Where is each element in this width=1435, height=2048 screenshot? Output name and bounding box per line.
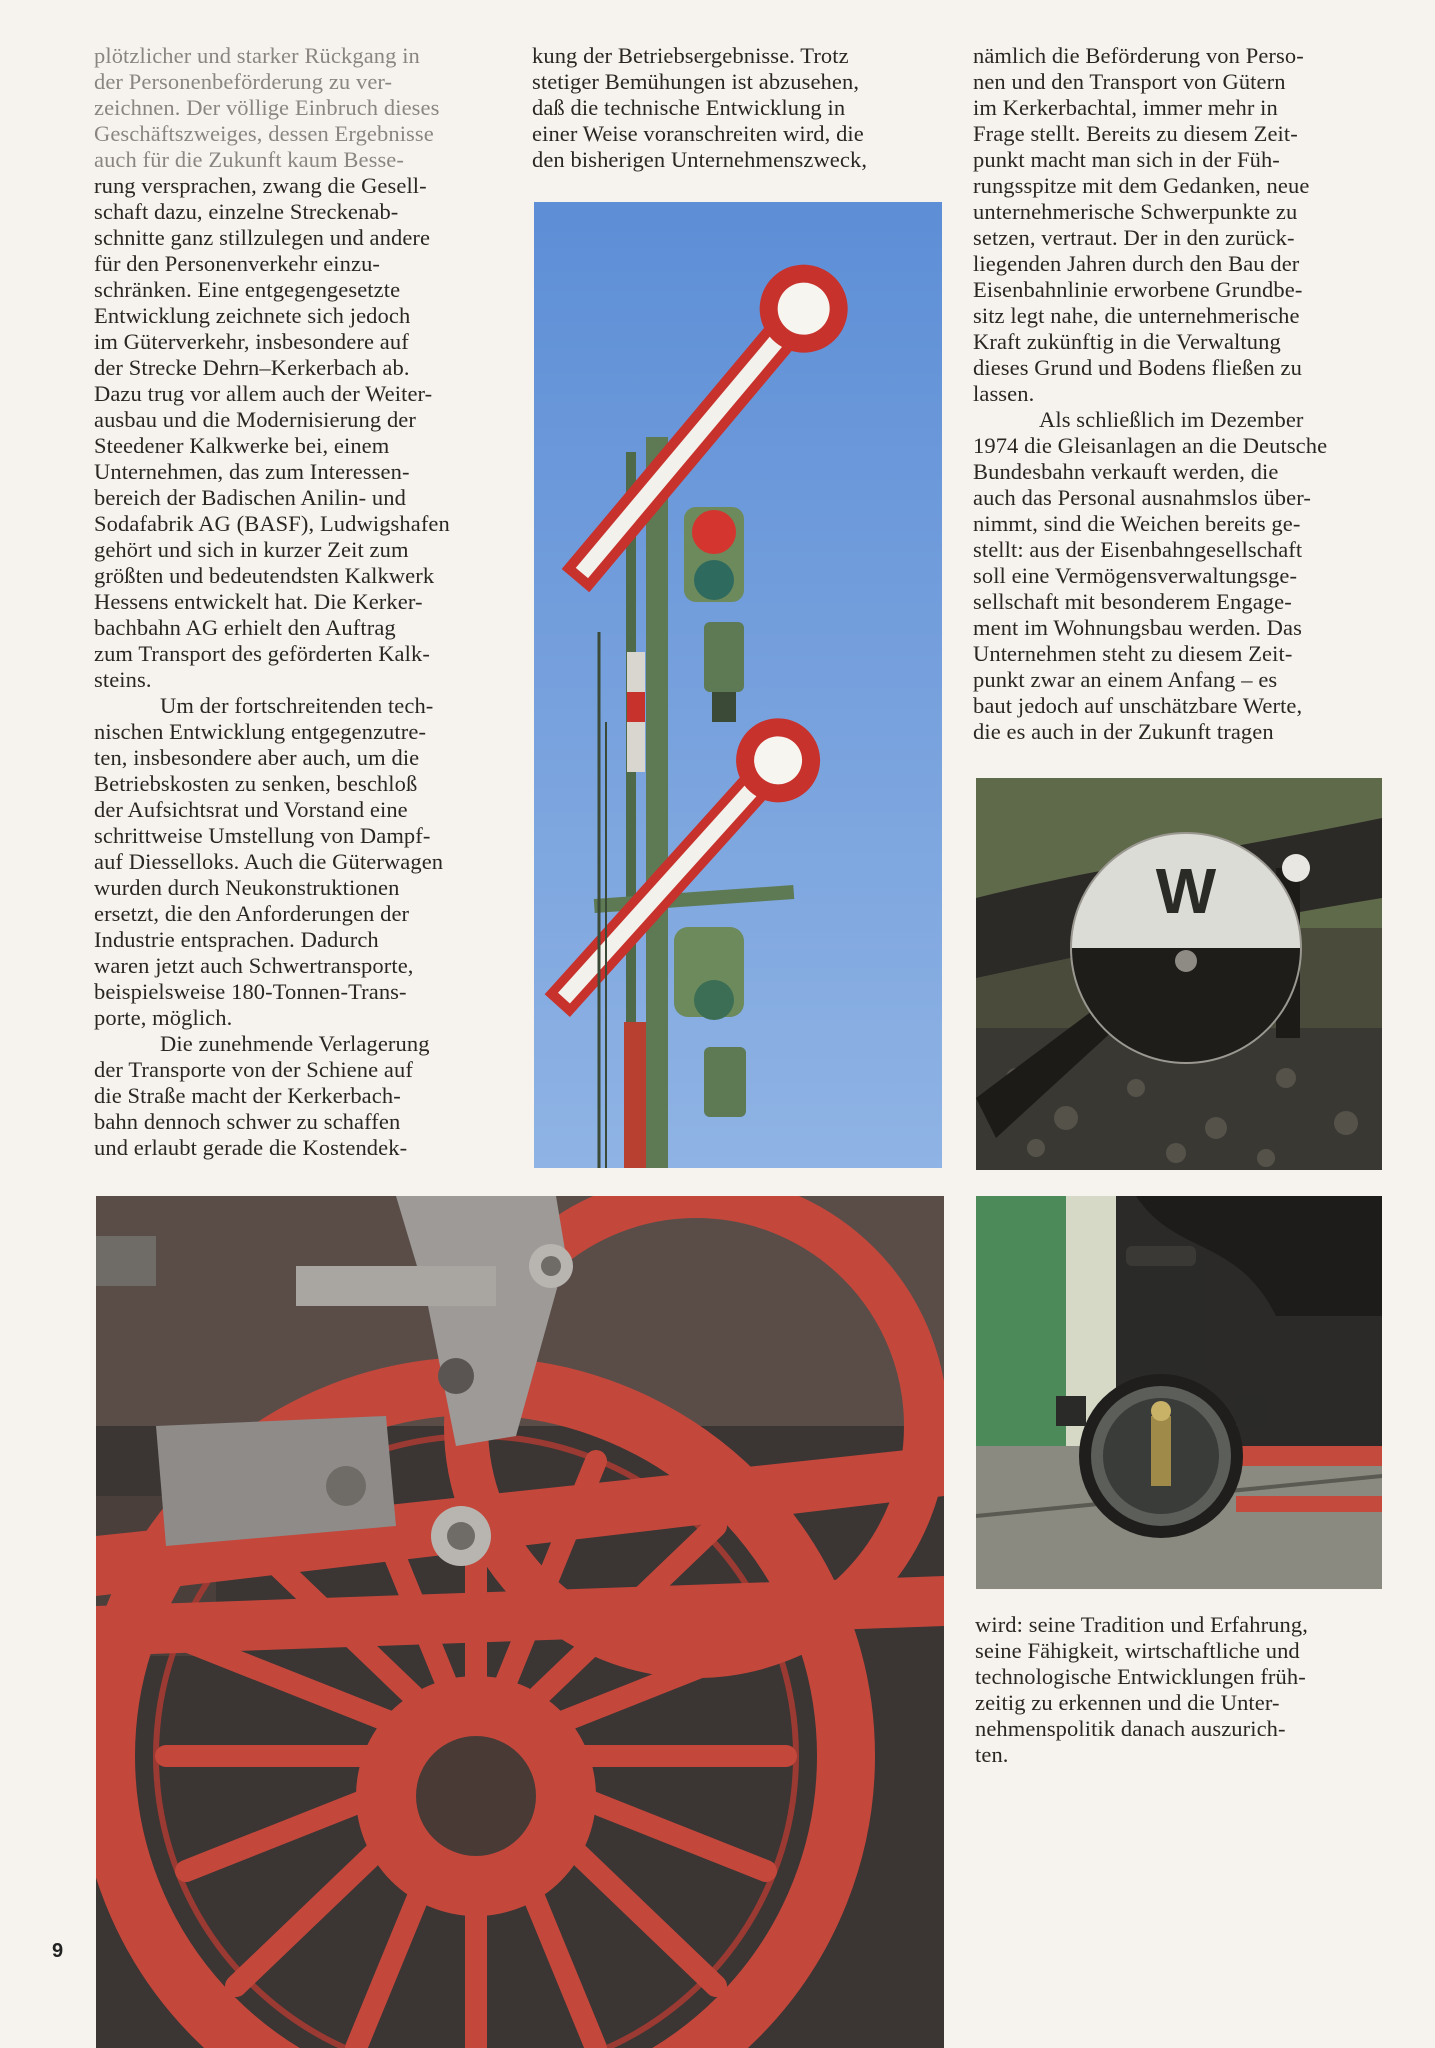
text-line: zeichnen. Der völlige Einbruch dieses — [94, 95, 440, 120]
text-line: schränken. Eine entgegengesetzte — [94, 277, 401, 302]
text-line: Sodafabrik AG (BASF), Ludwigshafen — [94, 511, 450, 536]
text-line: auf Diesselloks. Auch die Güterwagen — [94, 849, 444, 874]
text-line: Steedener Kalkwerke bei, einem — [94, 433, 390, 458]
text-line: schrittweise Umstellung von Dampf- — [94, 823, 431, 848]
text-line: den bisherigen Unternehmenszweck, — [532, 147, 868, 172]
text-line: ten, insbesondere aber auch, um die — [94, 745, 420, 770]
text-line: bereich der Badischen Anilin- und — [94, 485, 406, 510]
text-line: Als schließlich im Dezember — [1039, 407, 1304, 432]
text-line: für den Personenverkehr einzu- — [94, 251, 381, 276]
text-column-right — [973, 43, 1327, 745]
text-line: ten. — [975, 1742, 1009, 1767]
text-line: ment im Wohnungsbau werden. Das — [973, 615, 1302, 640]
text-line: daß die technische Entwicklung in — [532, 95, 846, 120]
text-line: die es auch in der Zukunft tragen — [973, 719, 1274, 744]
text-line: technologische Entwicklungen früh- — [975, 1664, 1306, 1689]
text-line: baut jedoch auf unschätzbare Werte, — [973, 693, 1303, 718]
text-line: punkt zwar an einem Anfang – es — [973, 667, 1278, 692]
text-line: Betriebskosten zu senken, beschloß — [94, 771, 418, 796]
text-line: Kraft zukünftig in die Verwaltung — [973, 329, 1281, 354]
text-line: rungsspitze mit dem Gedanken, neue — [973, 173, 1310, 198]
text-line: stellt: aus der Eisenbahngesellschaft — [973, 537, 1303, 562]
text-line: wird: seine Tradition und Erfahrung, — [975, 1612, 1308, 1637]
text-line: und erlaubt gerade die Kostendek- — [94, 1135, 408, 1160]
text-line: Dazu trug vor allem auch der Weiter- — [94, 381, 433, 406]
text-line: Unternehmen, das zum Interessen- — [94, 459, 410, 484]
page-number: 9 — [52, 1940, 64, 1962]
switch-sign-letter: W — [1155, 855, 1217, 927]
text-line: der Personenbeförderung zu ver- — [94, 69, 393, 94]
text-line: rung versprachen, zwang die Gesell- — [94, 173, 427, 198]
text-line: bahn dennoch schwer zu schaffen — [94, 1109, 401, 1134]
semaphore-signal-photo — [534, 202, 942, 1168]
text-line: Unternehmen steht zu diesem Zeit- — [973, 641, 1293, 666]
text-line: steins. — [94, 667, 152, 692]
text-line: größten und bedeutendsten Kalkwerk — [94, 563, 435, 588]
text-line: waren jetzt auch Schwertransporte, — [94, 953, 414, 978]
text-line: Die zunehmende Verlagerung — [160, 1031, 430, 1056]
text-line: plötzlicher und starker Rückgang in — [94, 43, 420, 68]
text-line: stetiger Bemühungen ist abzusehen, — [532, 69, 860, 94]
text-line: auch das Personal ausnahmslos über- — [973, 485, 1311, 510]
text-line: der Strecke Dehrn–Kerkerbach ab. — [94, 355, 410, 380]
text-line: zum Transport des geförderten Kalk- — [94, 641, 430, 666]
text-line: punkt macht man sich in der Füh- — [973, 147, 1280, 172]
locomotive-wheel-photo — [96, 1196, 944, 2048]
text-line: bachbahn AG erhielt den Auftrag — [94, 615, 396, 640]
text-line: Geschäftszweiges, dessen Ergebnisse — [94, 121, 434, 146]
text-line: kung der Betriebsergebnisse. Trotz — [532, 43, 849, 68]
text-line: zeitig zu erkennen und die Unter- — [975, 1690, 1280, 1715]
text-line: schaft dazu, einzelne Streckenab- — [94, 199, 399, 224]
text-line: Eisenbahnlinie erworbene Grundbe- — [973, 277, 1303, 302]
text-line: Industrie entsprachen. Dadurch — [94, 927, 379, 952]
locomotive-lamp-photo — [976, 1196, 1382, 1589]
text-line: einer Weise voranschreiten wird, die — [532, 121, 864, 146]
text-line: dieses Grund und Bodens fließen zu — [973, 355, 1302, 380]
text-line: porte, möglich. — [94, 1005, 233, 1030]
text-line: der Transporte von der Schiene auf — [94, 1057, 413, 1082]
text-line: die Straße macht der Kerkerbach- — [94, 1083, 401, 1108]
text-line: Entwicklung zeichnete sich jedoch — [94, 303, 411, 328]
text-line: sitz legt nahe, die unternehmerische — [973, 303, 1300, 328]
text-line: liegenden Jahren durch den Bau der — [973, 251, 1300, 276]
text-line: gehört und sich in kurzer Zeit zum — [94, 537, 409, 562]
text-line: Hessens entwickelt hat. Die Kerker- — [94, 589, 423, 614]
text-line: nischen Entwicklung entgegenzutre- — [94, 719, 427, 744]
text-line: im Güterverkehr, insbesondere auf — [94, 329, 409, 354]
text-line: seine Fähigkeit, wirtschaftliche und — [975, 1638, 1300, 1663]
text-column-left — [94, 43, 450, 1161]
text-line: sellschaft mit besonderem Engage- — [973, 589, 1292, 614]
text-line: beispielsweise 180-Tonnen-Trans- — [94, 979, 407, 1004]
text-line: setzen, vertraut. Der in den zurück- — [973, 225, 1295, 250]
text-column-right-lower — [975, 1612, 1308, 1768]
text-line: auch für die Zukunft kaum Besse- — [94, 147, 404, 172]
text-line: nämlich die Beförderung von Perso- — [973, 43, 1304, 68]
text-line: lassen. — [973, 381, 1035, 406]
text-line: nen und den Transport von Gütern — [973, 69, 1286, 94]
text-line: 1974 die Gleisanlagen an die Deutsche — [973, 433, 1328, 458]
text-line: wurden durch Neukonstruktionen — [94, 875, 400, 900]
text-line: Frage stellt. Bereits zu diesem Zeit- — [973, 121, 1298, 146]
text-line: schnitte ganz stillzulegen und andere — [94, 225, 431, 250]
text-line: ersetzt, die den Anforderungen der — [94, 901, 410, 926]
text-line: unternehmerische Schwerpunkte zu — [973, 199, 1298, 224]
text-line: nimmt, sind die Weichen bereits ge- — [973, 511, 1301, 536]
text-line: Um der fortschreitenden tech- — [160, 693, 434, 718]
text-line: Bundesbahn verkauft werden, die — [973, 459, 1279, 484]
text-line: ausbau und die Modernisierung der — [94, 407, 416, 432]
text-line: der Aufsichtsrat und Vorstand eine — [94, 797, 408, 822]
text-line: im Kerkerbachtal, immer mehr in — [973, 95, 1278, 120]
switch-sign-photo — [976, 778, 1382, 1170]
text-line: soll eine Vermögensverwaltungsge- — [973, 563, 1298, 588]
text-column-middle — [532, 43, 867, 173]
text-line: nehmenspolitik danach auszurich- — [975, 1716, 1286, 1741]
